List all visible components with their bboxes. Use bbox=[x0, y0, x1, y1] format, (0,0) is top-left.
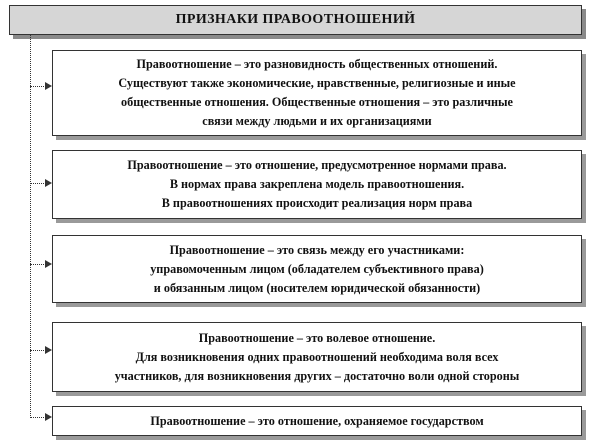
connector-arrow-4 bbox=[30, 350, 50, 351]
connector-arrow-5 bbox=[30, 417, 50, 418]
feature-text-3 bbox=[53, 241, 581, 298]
feature-line: связи между людьми и их организациями bbox=[202, 114, 432, 128]
feature-line: Правоотношение – это волевое отношение. bbox=[198, 330, 436, 345]
feature-line: Правоотношение – это разновидность общественных отношений. bbox=[136, 57, 498, 71]
feature-text-1 bbox=[53, 55, 581, 131]
arrow-head-icon bbox=[45, 179, 52, 187]
arrow-head-icon bbox=[45, 346, 52, 354]
feature-box-4 bbox=[52, 322, 582, 392]
feature-line: Правоотношение – это отношение, охраняемое государством bbox=[150, 413, 484, 428]
arrow-head-icon bbox=[45, 260, 52, 268]
feature-text-4 bbox=[53, 329, 581, 386]
arrow-head-icon bbox=[45, 82, 52, 90]
arrow-head-icon bbox=[45, 413, 52, 421]
feature-line: Существуют также экономические, нравственные, религиозные и иные bbox=[118, 76, 516, 90]
feature-line: Для возникновения одних правоотношений необходима воля всех bbox=[135, 349, 499, 364]
feature-box-1 bbox=[52, 50, 582, 136]
feature-line: общественные отношения. Общественные отношения – это различные bbox=[121, 95, 513, 109]
feature-line: Правоотношение – это отношение, предусмотренное нормами права. bbox=[127, 158, 507, 172]
diagram-title: ПРИЗНАКИ ПРАВООТНОШЕНИЙ bbox=[175, 12, 416, 27]
feature-box-2 bbox=[52, 150, 582, 219]
feature-line: В нормах права закреплена модель правоотношения. bbox=[169, 177, 465, 191]
connector-arrow-2 bbox=[30, 183, 50, 184]
feature-text-2 bbox=[53, 156, 581, 213]
connector-arrow-3 bbox=[30, 264, 50, 265]
feature-line: Правоотношение – это связь между его участниками: bbox=[169, 242, 465, 257]
feature-line: и обязанным лицом (носителем юридической обязанности) bbox=[153, 280, 481, 295]
feature-line: управомоченным лицом (обладателем субъективного права) bbox=[150, 261, 484, 276]
diagram-title-box bbox=[9, 5, 582, 35]
feature-box-5 bbox=[52, 406, 582, 436]
feature-line: участников, для возникновения других – достаточно воли одной стороны bbox=[114, 368, 520, 383]
feature-line: В правоотношениях происходит реализация норм права bbox=[161, 196, 473, 210]
connector-arrow-1 bbox=[30, 86, 50, 87]
connector-spine bbox=[30, 34, 31, 418]
feature-text-5 bbox=[53, 412, 581, 431]
feature-box-3 bbox=[52, 235, 582, 303]
